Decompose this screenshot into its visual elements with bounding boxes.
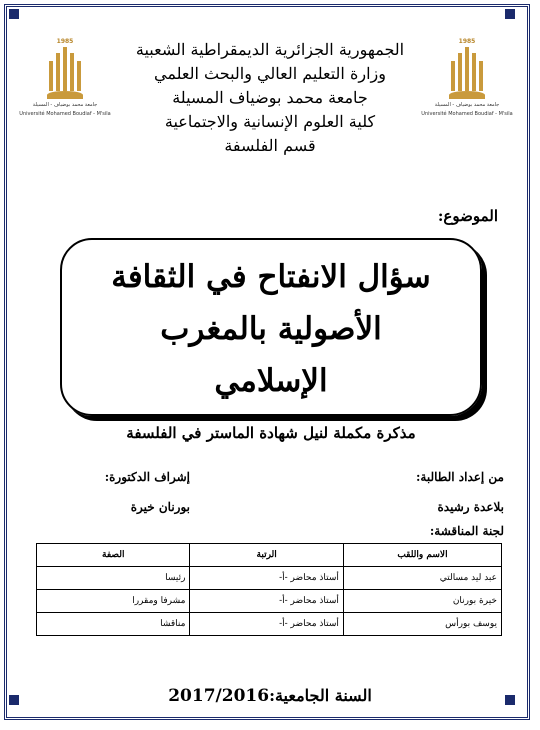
thesis-subtitle: مذكرة مكملة لنيل شهادة الماستر في الفلسفة — [126, 424, 416, 442]
prepared-by-label: من إعداد الطالبة: — [415, 470, 504, 484]
table-header-row — [37, 544, 502, 567]
member-role: رئيسا — [37, 567, 190, 590]
logo-caption-french: Université Mohamed Boudiaf - M'sila — [19, 111, 111, 117]
column-header-role: الصفة — [37, 544, 190, 567]
member-role: مناقشا — [37, 613, 190, 636]
university-logo-left — [19, 38, 111, 128]
academic-year-label: السنة الجامعية: — [269, 686, 372, 705]
header-department: قسم الفلسفة — [224, 136, 316, 155]
university-logo-right — [421, 38, 513, 128]
student-name: بلاعدة رشيدة — [437, 500, 504, 514]
academic-year — [0, 686, 540, 706]
table-row — [37, 567, 502, 590]
column-header-rank: الرتبة — [190, 544, 343, 567]
corner-ornament — [9, 9, 19, 19]
committee-label: لجنة المناقشة: — [429, 524, 504, 538]
logo-caption-arabic: جامعة محمد بوضياف - المسيلة — [32, 102, 98, 108]
member-rank: أستاذ محاضر -أ- — [190, 567, 343, 590]
supervisor-name: بورنان خيرة — [130, 500, 190, 514]
supervisor-label: إشراف الدكتورة: — [104, 470, 190, 484]
academic-year-value: 2017/2016 — [168, 686, 270, 706]
member-rank: أستاذ محاضر -أ- — [190, 613, 343, 636]
prepared-by-block — [416, 462, 504, 522]
committee-table — [36, 543, 502, 636]
thesis-title-box — [60, 238, 482, 416]
university-emblem-icon — [447, 47, 487, 99]
institution-header — [110, 38, 430, 158]
supervisor-block — [80, 462, 190, 522]
logo-caption-arabic: جامعة محمد بوضياف - المسيلة — [434, 102, 500, 108]
member-rank: أستاذ محاضر -أ- — [190, 590, 343, 613]
member-role: مشرفا ومقررا — [37, 590, 190, 613]
thesis-title-line: الإسلامي — [214, 363, 328, 399]
table-row — [37, 613, 502, 636]
header-university: جامعة محمد بوضياف المسيلة — [172, 88, 368, 107]
column-header-name: الاسم واللقب — [343, 544, 501, 567]
logo-year: 1985 — [56, 38, 74, 45]
member-name: عبد ليد مسالتي — [343, 567, 501, 590]
member-name: يوسف بورأس — [343, 613, 501, 636]
thesis-title-line: سؤال الانفتاح في الثقافة — [111, 259, 431, 295]
header-faculty: كلية العلوم الإنسانية والاجتماعية — [164, 112, 376, 131]
logo-year: 1985 — [458, 38, 476, 45]
member-name: خيرة بورنان — [343, 590, 501, 613]
corner-ornament — [505, 9, 515, 19]
thesis-title-line: الأصولية بالمغرب — [160, 311, 382, 347]
table-row — [37, 590, 502, 613]
university-emblem-icon — [45, 47, 85, 99]
header-republic: الجمهورية الجزائرية الديمقراطية الشعبية — [135, 40, 405, 59]
header-ministry: وزارة التعليم العالي والبحث العلمي — [154, 64, 386, 83]
logo-caption-french: Université Mohamed Boudiaf - M'sila — [421, 111, 513, 117]
subject-label: الموضوع: — [437, 207, 498, 225]
